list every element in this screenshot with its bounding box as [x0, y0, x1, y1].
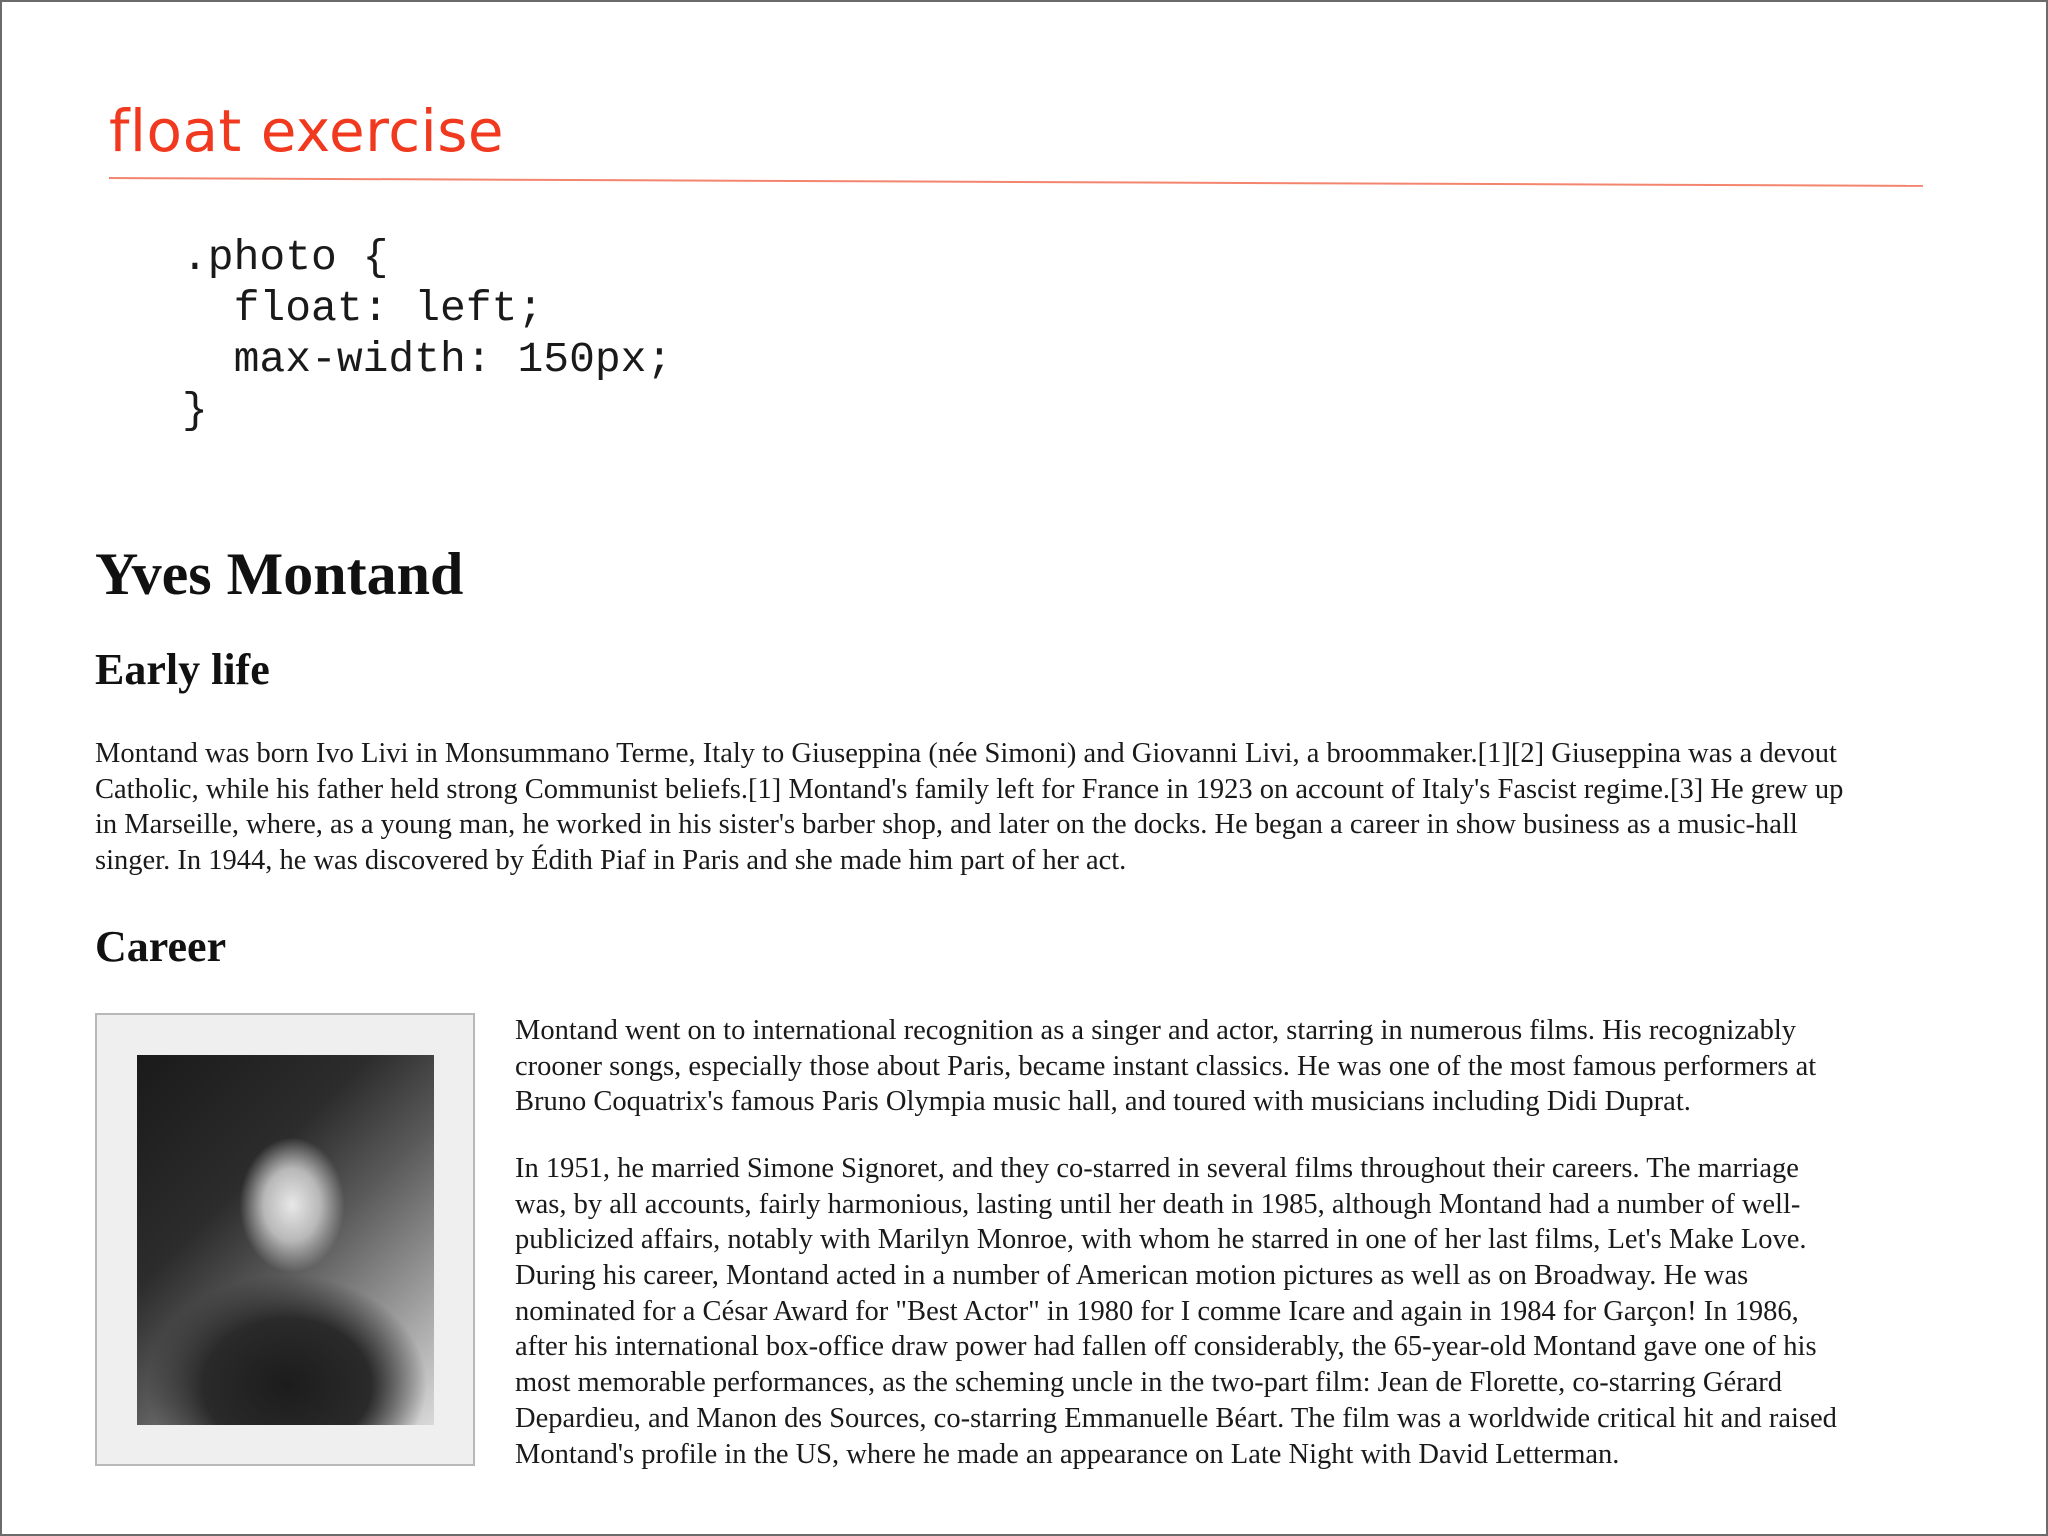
article-title: Yves Montand [95, 541, 464, 607]
section-heading-career: Career [95, 921, 227, 971]
section-heading-early-life: Early life [95, 645, 270, 694]
career-paragraph: Montand went on to international recognition as a singer and actor, starring in numerous films. His recognizably crooner songs, especially those about Paris, became instant classics. He was one of the most famous performers at Bruno Coquatrix's famous Paris Olympia music hall, and toured with musicians including Didi Duprat. [515, 1014, 1817, 1118]
early-life-paragraph: Montand was born Ivo Livi in Monsummano Terme, Italy to Giuseppina (née Simoni) and Giovanni Livi, a broommaker.[1][2] Giuseppina was a devout Catholic, while his father held strong Communist beliefs.[1] Montand's family left for France in 1923 on account of Italy's Fascist regime.[3] He grew up in Marseille, where, as a young man, he worked in his sister's barber shop, and later on the docks. He began a career in show business as a music-hall singer. In 1944, he was discovered by Édith Piaf in Paris and she made him part of her act. [95, 738, 1844, 877]
photo-frame [95, 1013, 475, 1466]
code-line: } [182, 386, 208, 435]
portrait-photo [137, 1055, 434, 1425]
code-line: .photo { [182, 233, 389, 282]
rendered-article [95, 532, 1855, 1476]
css-code-snippet [182, 232, 672, 436]
career-section-body [95, 1013, 1855, 1472]
title-divider [109, 177, 1923, 187]
career-paragraph: In 1951, he married Simone Signoret, and they co-starred in several films throughout their careers. The marriage was, by all accounts, fairly harmonious, lasting until her death in 1985, although Montand had a number of well-publicized affairs, notably with Marilyn Monroe, with whom he starred in one of her last films, Let's Make Love. During his career, Montand acted in a number of American motion pictures as well as on Broadway. He was nominated for a César Award for "Best Actor" in 1980 for I comme Icare and again in 1984 for Garçon! In 1986, after his international box-office draw power had fallen off considerably, the 65-year-old Montand gave one of his most memorable performances, as the scheming uncle in the two-part film: Jean de Florette, co-starring Gérard Depardieu, and Manon des Sources, co-starring Emmanuelle Béart. The film was a worldwide critical hit and raised Montand's profile in the US, where he made an appearance on Late Night with David Letterman. [515, 1152, 1837, 1470]
code-line: max-width: 150px; [182, 335, 673, 384]
code-line: float: left; [182, 284, 544, 333]
slide-title: float exercise [109, 97, 505, 165]
